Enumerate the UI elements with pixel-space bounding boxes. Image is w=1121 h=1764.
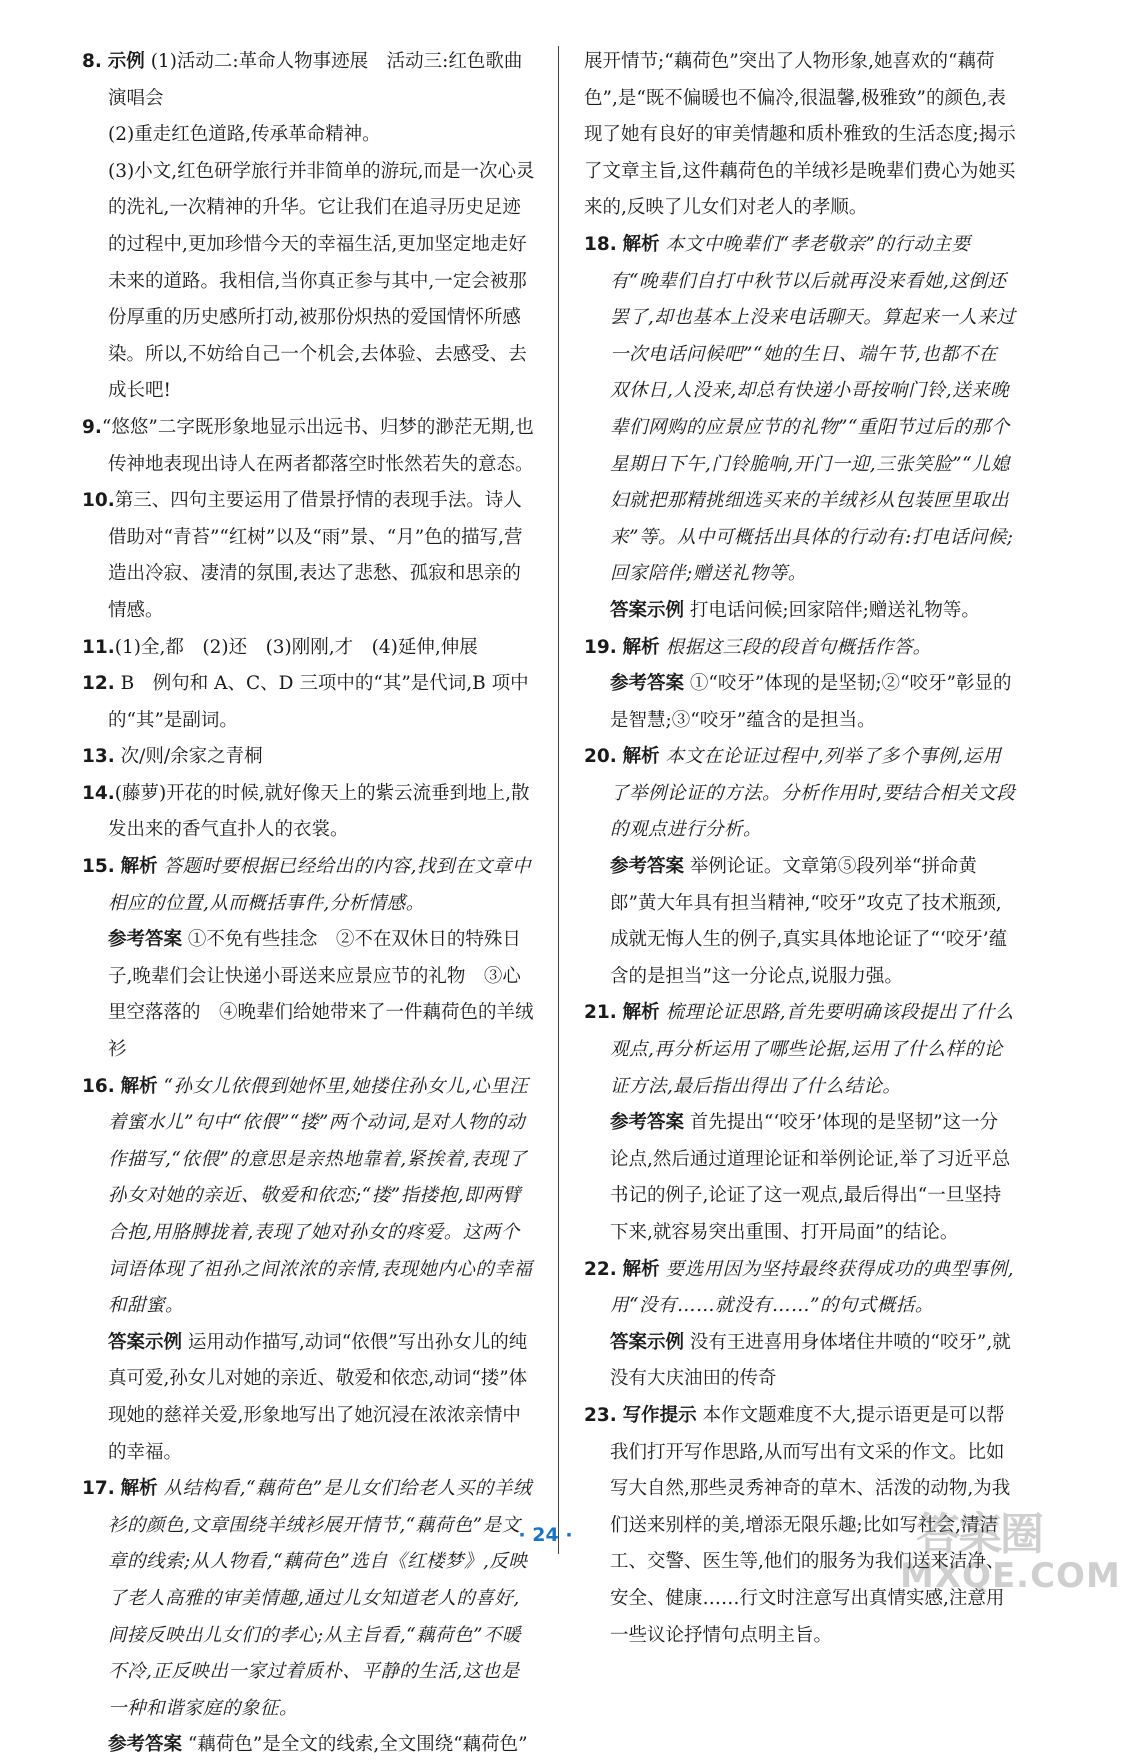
answer-8-line3: (3)小文,红色研学旅行并非简单的游玩,而是一次心灵的洗礼,一次精神的升华。它让我们在追寻历史足迹的过程中,更加珍惜今天的幸福生活,更加坚定地走好未来的道路。我相信,当你真正参与其中,一定会被那份厚重的历史感所打动,被那份炽热的爱国情怀所感染。所以,不妨给自己一个机会,去体验、去感受、去成长吧!	[108, 160, 535, 402]
watermark-url: MXQE.COM	[900, 1556, 1121, 1596]
answer-17-analysis: 17. 解析 从结构看,“藕荷色”是儿女们给老人买的羊绒衫的颜色,文章围绕羊绒衫展开情节,“藕荷色”是文章的线索;从人物看,“藕荷色”选自《红楼梦》,反映了老人高雅的审美情趣,通过儿女知道老人的喜好,间接反映出儿女们的孝心;从主旨看,“藕荷色”不暖不冷,正反映出一家过着质朴、平静的生活,这也是一种和谐家庭的象征。	[82, 1478, 532, 1719]
answer-22-example: 答案示例 没有王进喜用身体堵住井喷的“咬牙”,就没有大庆油田的传奇	[610, 1331, 1011, 1390]
answer-16	[82, 1069, 538, 1472]
answer-15	[82, 849, 538, 1069]
answer-8-line2: (2)重走红色道路,传承革命精神。	[108, 124, 381, 146]
answer-15-reference: 参考答案 ①不免有些挂念 ②不在双休日的特殊日子,晚辈们会让快递小哥送来应景应节的礼物 ③心里空落落的 ④晚辈们给她带来了一件藕荷色的羊绒衫	[108, 929, 534, 1061]
answer-23-writing-tip: 23. 写作提示 本作文题难度不大,提示语更是可以帮我们打开写作思路,从而写出有文采的作文。比如写大自然,那些灵秀神奇的草木、活泼的动物,为我们送来别样的美,增添无限乐趣;比如写社会,清洁工、交警、医生等,他们的服务为我们送来洁净、安全、健康……行文时注意写出真情实感,注意用一些议论抒情句点明主旨。	[584, 1404, 1011, 1646]
answer-14: 14.(藤萝)开花的时候,就好像天上的紫云流垂到地上,散发出来的香气直扑人的衣裳。	[82, 782, 530, 841]
answer-21-analysis: 21. 解析 梳理论证思路,首先要明确该段提出了什么观点,再分析运用了哪些论据,运用了什么样的论证方法,最后指出得出了什么结论。	[584, 1002, 1014, 1097]
answer-21-reference: 参考答案 首先提出“‘咬牙’体现的是坚韧”这一分论点,然后通过道理论证和举例论证,举了习近平总书记的例子,论证了这一观点,最后得出“一旦坚持下来,就容易突出重围、打开局面”的结论。	[610, 1112, 1011, 1243]
answer-20	[584, 739, 1016, 995]
answer-20-reference: 参考答案 举例论证。文章第⑤段列举“拼命黄郎”黄大年具有担当精神,“咬牙”攻克了技术瓶颈,成就无悔人生的例子,真实具体地论证了“‘咬牙’蕴含的是担当”这一分论点,说服力强。	[610, 856, 1008, 987]
answer-17	[82, 1471, 538, 1764]
answer-22-analysis: 22. 解析 要选用因为坚持最终获得成功的典型事例,用“没有……就没有……”的句式概括。	[584, 1258, 1014, 1317]
answer-15-analysis: 15. 解析 答题时要根据已经给出的内容,找到在文章中相应的位置,从而概括事件,分析情感。	[82, 856, 531, 914]
answer-8	[82, 44, 538, 410]
page-number: · 24 ·	[518, 1524, 573, 1546]
answer-17-reference: 参考答案 “藕荷色”是全文的线索,全文围绕“藕荷色”	[108, 1734, 528, 1756]
column-divider	[558, 46, 559, 1554]
answer-10: 10.第三、四句主要运用了借景抒情的表现手法。诗人借助对“青苔”“红树”以及“雨”景、“月”色的描写,营造出冷寂、凄清的氛围,表达了悲愁、孤寂和思亲的情感。	[82, 490, 523, 621]
watermark-logo-text: 答案圈	[916, 1509, 1042, 1560]
answer-20-analysis: 20. 解析 本文在论证过程中,列举了多个事例,运用了举例论证的方法。分析作用时,要结合相关文段的观点进行分析。	[584, 746, 1016, 841]
answer-9: 9.“悠悠”二字既形象地显示出远书、归梦的渺茫无期,也传神地表现出诗人在两者都落空时怅然若失的意态。	[82, 416, 534, 475]
left-column	[82, 44, 538, 1764]
answer-18	[584, 227, 1016, 630]
answer-17-continued: 展开情节;“藕荷色”突出了人物形象,她喜欢的“藕荷色”,是“既不偏暖也不偏冷,很温馨,极雅致”的颜色,表现了她有良好的审美情趣和质朴雅致的生活态度;揭示了文章主旨,这件藕荷色的羊绒衫是晚辈们费心为她买来的,反映了儿女们对老人的孝顺。	[584, 51, 1016, 219]
answer-12: 12. B 例句和 A、C、D 三项中的“其”是代词,B 项中的“其”是副词。	[82, 673, 529, 731]
answer-19-analysis: 19. 解析 根据这三段的段首句概括作答。	[584, 636, 932, 658]
answer-16-analysis: 16. 解析 “孙女儿依偎到她怀里,她搂住孙女儿,心里汪着蜜水儿”句中“依偎”“搂”两个动词,是对人物的动作描写,“依偎”的意思是亲热地靠着,紧挨着,表现了孙女对她的亲近、敬爱和依恋;“搂”指搂抱,即两臂合抱,用胳膊拢着,表现了她对孙女的疼爱。这两个词语体现了祖孙之间浓浓的亲情,表现她内心的幸福和甜蜜。	[82, 1075, 533, 1317]
right-column	[584, 44, 1016, 1654]
answer-18-analysis: 18. 解析 本文中晚辈们“孝老敬亲”的行动主要有“晚辈们自打中秋节以后就再没来看她,这倒还罢了,却也基本上没来电话聊天。算起来一人来过一次电话问候吧”“她的生日、端午节,也都不在双休日,人没来,却总有快递小哥按响门铃,送来晚辈们网购的应景应节的礼物”“重阳节过后的那个星期日下午,门铃脆响,开门一迎,三张笑脸”“儿媳妇就把那精挑细选买来的羊绒衫从包装匣里取出来”等。从中可概括出具体的行动有:打电话问候;回家陪伴;赠送礼物等。	[584, 233, 1016, 585]
answer-11: 11.(1)全,都 (2)还 (3)刚刚,才 (4)延伸,伸展	[82, 636, 478, 658]
answer-19-reference: 参考答案 ①“咬牙”体现的是坚韧;②“咬牙”彰显的是智慧;③“咬牙”蕴含的是担当。	[610, 673, 1012, 731]
answer-21	[584, 995, 1016, 1251]
answer-19	[584, 630, 1016, 740]
answer-13: 13. 次/则/余家之青桐	[82, 746, 263, 768]
watermark-logo	[880, 1498, 1121, 1596]
answer-22	[584, 1252, 1016, 1398]
answer-16-example: 答案示例 运用动作描写,动词“依偎”写出孙女儿的纯真可爱,孙女儿对她的亲近、敬爱和依恋,动词“搂”体现她的慈祥关爱,形象地写出了她沉浸在浓浓亲情中的幸福。	[108, 1331, 528, 1463]
answer-18-example: 答案示例 打电话问候;回家陪伴;赠送礼物等。	[610, 599, 980, 621]
answer-8-line1: 8. 示例 (1)活动二:革命人物事迹展 活动三:红色歌曲演唱会	[82, 51, 523, 109]
